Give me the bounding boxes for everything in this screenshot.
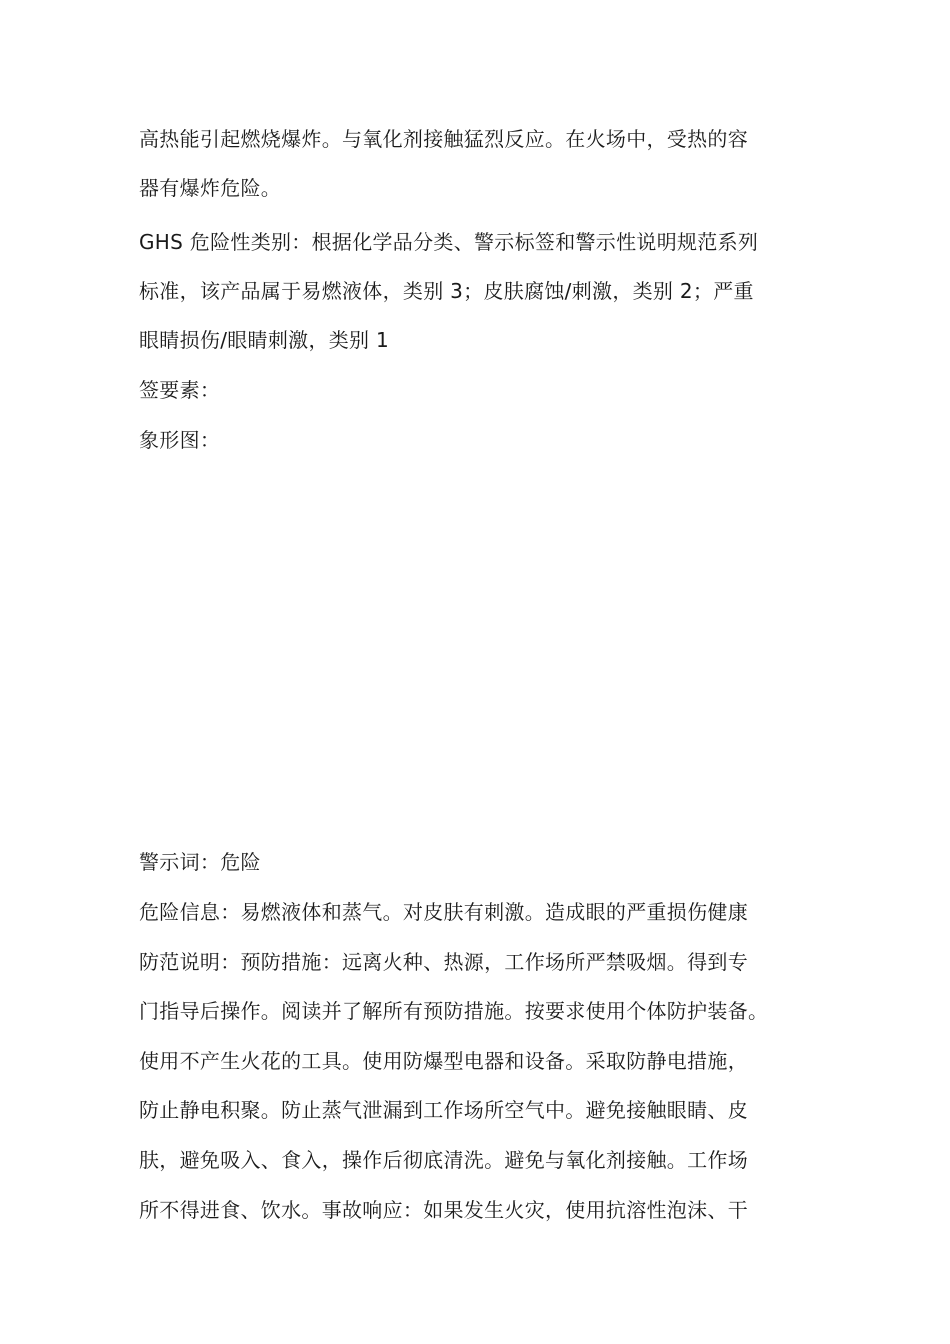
paragraph-line: 器有爆炸危险。 xyxy=(139,176,282,200)
signal-word-line: 警示词：危险 xyxy=(139,850,261,874)
paragraph-line: 高热能引起燃烧爆炸。与氧化剂接触猛烈反应。在火场中，受热的容 xyxy=(139,127,748,151)
ghs-classification-line: GHS 危险性类别：根据化学品分类、警示标签和警示性说明规范系列 xyxy=(139,230,759,254)
paragraph-line: 防止静电积聚。防止蒸气泄漏到工作场所空气中。避免接触眼睛、皮 xyxy=(139,1098,748,1122)
pictogram-area xyxy=(139,470,819,840)
paragraph-line: 门指导后操作。阅读并了解所有预防措施。按要求使用个体防护装备。 xyxy=(139,999,769,1023)
pictogram-heading: 象形图： xyxy=(139,428,221,452)
hazard-statement-line: 危险信息：易燃液体和蒸气。对皮肤有刺激。造成眼的严重损伤健康 xyxy=(139,900,748,924)
paragraph-line: 使用不产生火花的工具。使用防爆型电器和设备。采取防静电措施， xyxy=(139,1049,748,1073)
paragraph-line: 标准，该产品属于易燃液体，类别 3；皮肤腐蚀/刺激，类别 2；严重 xyxy=(139,279,754,303)
paragraph-line: 所不得进食、饮水。事故响应：如果发生火灾，使用抗溶性泡沫、干 xyxy=(139,1198,748,1222)
precautionary-statement-line: 防范说明：预防措施：远离火种、热源，工作场所严禁吸烟。得到专 xyxy=(139,950,748,974)
paragraph-line: 眼睛损伤/眼睛刺激，类别 1 xyxy=(139,328,390,352)
paragraph-line: 肤，避免吸入、食入，操作后彻底清洗。避免与氧化剂接触。工作场 xyxy=(139,1148,748,1172)
label-elements-heading: 签要素： xyxy=(139,378,221,402)
